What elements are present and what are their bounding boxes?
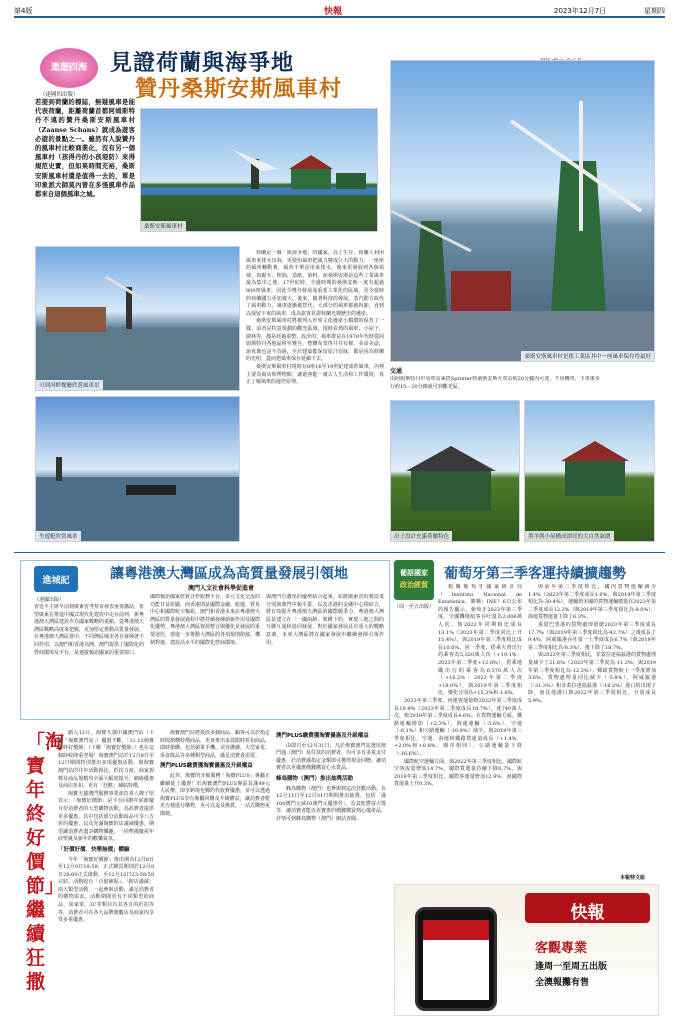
photo-boat-tour (35, 396, 240, 542)
issue-weekday: 星期四 (644, 7, 665, 15)
portugal-text-6: 與2022年第三季度相比，菲蓋拉達福茲港的貨物處理量減少了21.6%（2023年第二季度為-11.2%；與2019年第三季度相比為-12.3%）。郵政貨物較上一季度增加3.6%，貨物處理量同比減少（-5.8%），阿威羅港（-31.3%）和菲蓋拉達福茲港（-18.2%）港口的出現下降，而其他港口與2022年第三季度相比，分別成長5.9%。 (528, 652, 656, 704)
shopping-col-1 (58, 730, 154, 1020)
photo-windmill-village (140, 108, 378, 232)
caption-riverside-restaurant: 可到河畔餐廳欣賞風車景 (36, 380, 103, 390)
dutch-houses-illustration (391, 401, 520, 542)
column-badge-author: （達國出版） (34, 597, 65, 603)
windmills-main-illustration (391, 61, 655, 362)
column-text-3: 與澳門有濃厚的優勢結合起來，如將廣東省的製造業分別與澳門中葡平臺，以及香港的金融中心相結合，將有效提升粵港澳大灣區的國際競爭力。粵港澳大灣區是建立在「一國兩制」架構下的，實現三地之間的互聯互通和協同發展，對於國家發展具有重大的戰略意義，未來大灣區將在國家發展中繼續發揮引領作用。 (266, 594, 384, 646)
travel-title-line1: 見證荷蘭與海爭地 (110, 50, 295, 76)
ad-tagline-2: 全澳報攤有售 (535, 978, 590, 988)
portugal-text-1: 根據葡萄牙國家統計局（Instituto Nacional de Estatística，簡稱：INE）6日公布的報告顯示，葡萄牙2023年第三季度，全國機場航客吞吐量為2,006萬人次，與2022年同期相比成長13.1%（2023年第二季度同比上升15.4%），與2019年第三季度相比成長10.6%。同一季度，搭乘火車出行的乘客為5,320萬人次（+19.1%：2023年第二季度+12.8%），搭乘地鐵出行的乘客為6,370萬人次（+16.2%：2023年第二季度+18.0%），與2019年第三季度相比，變化分別為+15.3%和-1.8%。 (438, 584, 522, 697)
portugal-col-2 (528, 584, 656, 874)
travel-body-1: 荷蘭是一個「與海爭地」的國家，為了生存，荷蘭人利用風車來排水出海，更使用風車把風力變成巨大的動力，一座座的風車轉動著，風車不單是用來排水，後來更發展到各個領域，如鋸木、榨油、造紙、染料，而桑斯安斯是這些工業風車最為集中之地，17世紀時，全盛時期的桑斯安斯一度有超過800座風車，因此令贊丹發展成重要工業化的區域，更令當時的荷蘭國力更加強大。後來，隨著科技的發展，蒸汽動力取代了風車動力，風車逐漸被替代，大部分的風車都被拆卸，直到以保留下來的風車，成為旅客見證荷蘭光輝歷史的遺產。 (246, 250, 384, 317)
column-text-1: 習近平主席早前到廣東省考察並發表重要講話，希望廣東在推進中國式現代化建設中走在前列，新粵港澳大灣區建設作為國家戰略的重點，從粵港澳大灣區戰略高度來把握，更加堅定推動高質量發展。在粵港澳大灣區當中，不同灣區城市各自發揮著不同作用，以澳門和香港為例，澳門提供了國際化的營商環境及平台，是連接葡語國家的重要窗口。 (34, 604, 144, 656)
portugal-text-5: 重量巴黑港的貨物處理量總2023年第三季度成長17.7%（與2019年第三季度相比為-42.7%）之後成長了9.4%，阿威羅港吞吐量一上季度成長6.7%（與2019年第三季度相比為-8.3%），後下降了18.7%。 (528, 621, 656, 651)
newspaper-name: 快報 (324, 7, 343, 17)
travel-title-line2: 贊丹桑斯安斯風車村 (135, 76, 343, 102)
windmill-village-illustration (141, 109, 378, 232)
caption-windmills-main: 桑斯安斯風車村是舊工業區其中一座風車保存得最好 (521, 351, 654, 361)
riverside-illustration (36, 247, 240, 391)
ad-service: 客觀專業 (535, 941, 588, 956)
page-header (14, 4, 665, 18)
caption-windmill-village: 桑斯安斯風車村 (141, 221, 186, 231)
ad-logo: 快報 (570, 903, 605, 923)
shopping-text-6: 由即日至12月31日，凡於淘寶澳門站選用澳門通（澳門）易付款的消費者，均可享有多重支付優惠，於消費滿指定金額即可獲得現金回贈，讓消費者以更優惠價錢購買心水貨品。 (276, 742, 386, 772)
black-sheep-illustration (525, 401, 655, 542)
ad-logo-box (525, 893, 650, 923)
portugal-text-3: 國際航空運輸方面，與2022年第三季度相比，國際航空客流量增加14.7%，國際貨運量持續下降0.7%。與2019年第三季度相比，國際客運量增加12.9%，而國際貨運量上升0.3%。 (394, 758, 522, 788)
shopping-sub-2: 澳門PLUS繳費獲淘寶優惠及升級權益 (160, 763, 253, 770)
photo-windmills-main (390, 60, 655, 362)
portugal-badge-author: （周一至五出版） (394, 604, 435, 610)
shopping-text-5: 此外，淘寶的升級服務「淘寶PLUS」專屬正繼續延上優惠！於淘寶澳門PLUS專區買滿49元人民幣，即享跨境包郵的代收費優惠，並可以透過淘寶PLUS享有專屬回饋及升級權益，讓消費者能更方便進行購物，更可以退及換貨，一站式購物更簡便。 (160, 772, 270, 817)
shopping-text-2: 淘寶天貓澳門服務事業部負責人陳子堅表示：「淘寶好價節」是平台回饋年底節慶月份消費者的大型購物活動，為消費者提供更多優惠，其中包括部分活動商品可享八五折的優惠，以及充滿淘寶的店滿減優惠，期望讓消費者盡享購物樂趣，一同準備慶祝年底聖誕及新年的歡樂氣氛。 (58, 790, 154, 843)
transport-title: 交通 (390, 368, 403, 375)
shopping-sub-1: 「好價好價．快樂無價」體驗 (58, 846, 130, 853)
column-byline: 澳門人文社會科學促進會 (188, 585, 255, 592)
travel-badge (40, 48, 98, 88)
shopping-text-3: 今年「淘寶好價節」推出期為12月8日至12月9日19:59，正式購買期則於12月9日20:00正式啟動，至12月12日23:59:59完結。活動收有「百億補貼」、「跨店滿減」兩大類型活動，一起參與活動，滿足消費者的購物需求。活動期間更有不同類型的商品，如家電、3C等類目有其各自的折扣等等，消費者可在各大品牌旗艦店及商家內享受多重優惠。 (58, 856, 154, 924)
travel-body-3: 桑斯安斯風車村現時有8座16至19世紀建成的風車，內裡主要為商店和博物館，讓遊客能一窺古人生活和工作環境，真正了解風車的運作原理。 (246, 363, 384, 386)
ad-tagline: 逢周一至周五出版 (535, 962, 608, 972)
shopping-title: 「淘寶年終好價節」繼續狂撒 (26, 731, 65, 993)
portugal-badge-line2: 政治經貿 (400, 581, 428, 589)
travel-badge-author: （達國四出版） (40, 92, 79, 98)
portugal-text-2: 2023年第三季度，河運客運量較2022年第三季度成長19.9%（2023年第二季度成長18.7%），達740萬人次，較2019年第三季度成長4.6%。在貨物運輸方面，鐵路運輸增加（+2.3%），海運運輸（-5.6%），空運（-6.1%）和公路運輸（-10.9%）減少。與2019年第三季度相比，空運、海運和鐵路貨運量成長（+1.4%，+2.0%和+0.8%，順序相同），公路運輸量下降（-16.6%）。 (394, 697, 522, 758)
caption-black-sheep: 黑羊與小屋構成漂亮的大自然氣圍 (525, 531, 614, 541)
portugal-badge-line1: 葡語國家 (400, 569, 428, 577)
portugal-col-1 (394, 584, 522, 884)
shopping-sub-3: 澳門PLUS繳費獲淘寶優惠及升級權益 (276, 733, 369, 739)
travel-lead: 若提到荷蘭的標誌，無疑風車是能代表荷蘭，距離荷蘭首都阿姆斯特丹不遠的贊丹桑斯安斯風車村（Zaanse Schans）就成為遊客必遊的景點之一。雖然有人說贊丹的風車村比較商業化，沒有另一個風車村（孩得丹的小孩堤防）來得規范史實，但如果時間充裕，桑斯安斯風車村還是值得一去的，單是印象派大師莫內曾在多張風車作品都來自這個風車之城。 (35, 98, 135, 199)
portugal-text-4: 與前年第三季度相比，國內貨物運輸減少1.4%（2023年第二季度成長1.9%，與2019年第三季度相比為-30.4%），運輸到本國的貨物運輸總量在2023年第二季度成長12.2%（與2019年第三季度相比為-9.0%），海運貨物運量下降了6.3%。 (528, 584, 656, 621)
transport-text: 由阿姆斯特丹中央車站乘搭Sprinter到桑斯安斯火車站約20分鐘內可達，不用轉車，下車後步行約15－20分鐘就可到觀光區。 (390, 376, 600, 390)
ad-banner (394, 884, 659, 1016)
section-divider (14, 552, 665, 553)
caption-dutch-houses: 房子設計充滿荷蘭特色 (391, 531, 452, 541)
travel-body-column (246, 250, 384, 542)
column-text-2: 國際葡語國家經貿合作服務平台，多元文化交流的功能日益彰顯，而香港則是國際金融、航運、貿易中心和國際航空樞紐，澳門和香港未來在粵港澳大灣區的質量發展過程中將持續發揮創新作用及國際化優勢。粵港澳大灣區資源整合與優化是發展的重要途徑，要進一步推動大灣區的各項規則銜接、機制對接，建設高水平的國際化營商環境。 (150, 594, 260, 646)
shopping-col-3 (276, 730, 386, 1020)
photo-black-sheep (524, 400, 655, 542)
ad-phone (415, 907, 497, 1011)
photo-dutch-houses (390, 400, 520, 542)
shopping-text-7: 蜂鳥購物（澳門）也參與到這次狂歡活動，在12月11日至12月31日期間推出抽獎，包括「滿100澳門元減10澳門元優惠券」，及其他豐富大獎等，讓消費者能以更實惠的價錢購買到心儀產品，詳情可到蜂鳥購物（澳門）網站查閱。 (276, 785, 386, 822)
travel-badge-label: 遨遊四海 (50, 63, 87, 73)
column-title: 讓粵港澳大灣區成為高質量發展引領地 (110, 566, 348, 582)
shopping-sub-4: 蜂鳥購物（澳門）推出抽獎活動 (276, 775, 354, 782)
travel-body-2: 桑斯安斯風車村將被列入世界文化遺產小鎮環的保育了一樣，前者是特意規劃的觀光區域，現時看到的風車，小屋子，圍林等，都是經過重整，設計的，風車群是在1970年代時從阿姆斯特丹各地區移至贊丹，整體布置得井井有條，美命美侖，說真像也是不為過，至於建築能保留原汁原味，都是因為荷蘭的光明，從而把風車保存延續下去。 (246, 318, 384, 363)
column-badge-label: 進城記 (42, 576, 70, 586)
column-badge (34, 566, 78, 592)
shopping-col-2 (160, 730, 270, 1020)
page-number: 第4版 (14, 7, 33, 15)
portugal-title: 葡萄牙第三季客運持續擴趨勢 (444, 566, 626, 582)
boat-tour-illustration (36, 397, 240, 542)
shopping-text-4: 淘寶澳門站將投放多個商品，顧客可以於指定時間搶購特價商品，更會推出多款限時折扣商品，即時搶購，包括蘋果手機、美容護膚、大型家電、零食飲品等多種類型商品，滿足消費者需要。 (160, 730, 270, 759)
shopping-text-1: 踏入12月，淘寶天貓中國澳門站（下稱「淘寶澳門站」）優惠不斷，「12.12淘寶年終好價節」（下稱「淘寶好價節」）也在這個時候隆重登場！淘寶澳門站於12月8日至12日期間特別推出多項優惠活動，與淘寶澳門站的往年活動相比，折扣力度、商家規模及商品規模均全面大幅度提升，網絡優惠及商店折扣，更有「狂歡」補貼特價。 (58, 730, 154, 790)
portugal-byline: 本報特文組 (620, 875, 646, 881)
photo-riverside-restaurant (35, 246, 240, 391)
caption-boat-tour: 坐遊艇欣賞風車 (36, 531, 81, 541)
ad-phone-screen (423, 920, 489, 1000)
issue-date: 2023年12月7日 (554, 7, 607, 15)
